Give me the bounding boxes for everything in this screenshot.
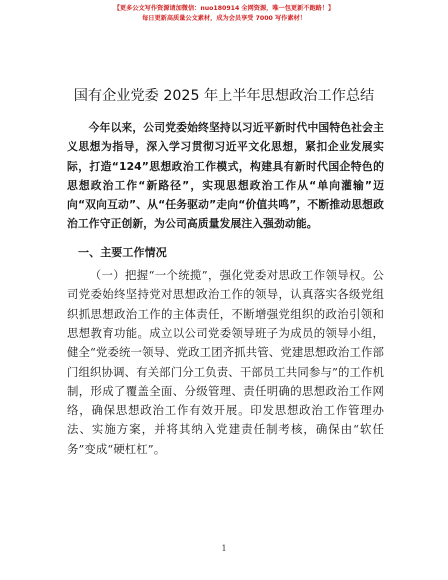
page-number: 1 bbox=[221, 544, 227, 553]
promo-banner bbox=[0, 4, 448, 24]
promo-banner-line-2: 每日更新高质量公文素材，成为会员享受 7000 写作素材！ bbox=[142, 15, 306, 22]
document-body bbox=[67, 118, 384, 459]
promo-banner-line-1: 【更多公文写作资源请加微信：nuo180914 全网资源，唯一包更新不跑路！】 bbox=[113, 5, 335, 12]
section-heading: 一、主要工作情况 bbox=[78, 245, 167, 259]
section-paragraph: （一）把握“一个统揽”，强化党委对思政工作领导权。公司党委始终坚持党对思想政治工作的领导，认真落实各级党组织抓思想政治工作的主体责任，不断增强党组织的政治引领和思想教育功能。成立以公司党委领导班子为成员的领导小组，健全“党委统一领导、党政工团齐抓共管、党建思想政治工作部门组织协调、有关部门分工负责、干部员工共同参与”的工作机制，形成了覆盖全面、分级管理、责任明确的思想政治工作网络，确保思想政治工作有效开展。印发思想政治工作管理办法、实施方案，并将其纳入党建责任制考核，确保由“软任务”变成“硬杠杠”。 bbox=[67, 268, 384, 456]
intro-paragraph: 今年以来，公司党委始终坚持以习近平新时代中国特色社会主义思想为指导，深入学习贯彻习近平文化思想，紧扣企业发展实际，打造“124”思想政治工作模式，构建具有新时代国企特色的思想政治工作“新路径”，实现思想政治工作从“单向灌输”迈向“双向互动”、从“任务驱动”走向“价值共鸣”，不断推动思想政治工作守正创新，为公司高质量发展注入强劲动能。 bbox=[67, 121, 384, 231]
document-title: 国有企业党委 2025 年上半年思想政治工作总结 bbox=[73, 88, 375, 104]
